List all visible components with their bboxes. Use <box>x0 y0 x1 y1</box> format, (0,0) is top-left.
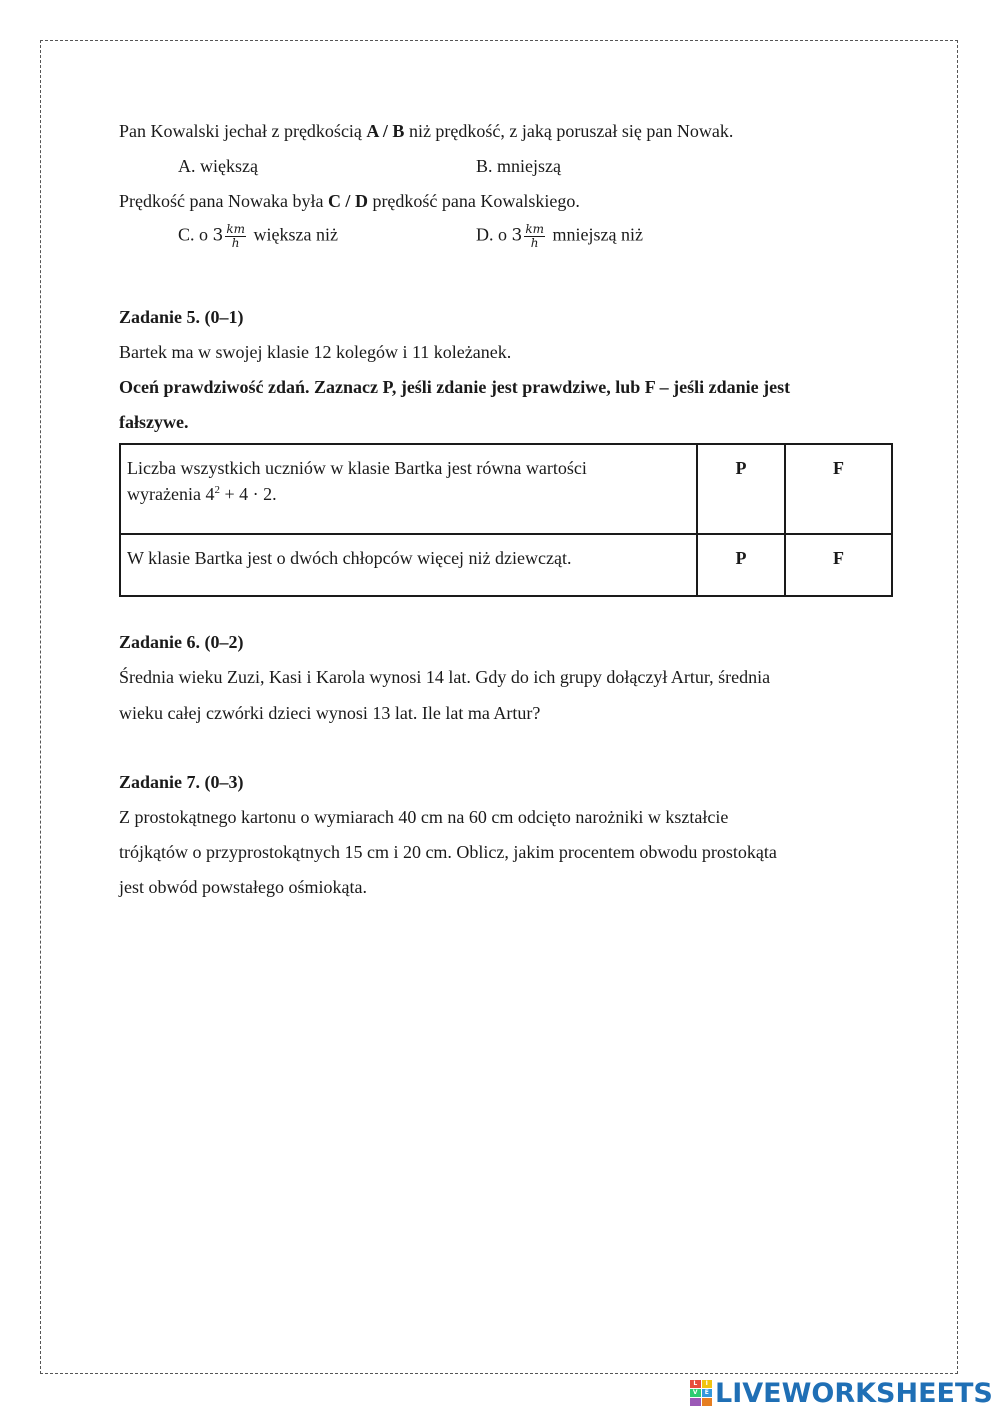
logo-mark-square: E <box>702 1389 713 1397</box>
q4-option-c-suffix: większa niż <box>249 224 338 245</box>
fraction-denominator: h <box>231 236 240 250</box>
answer-p-2[interactable]: P <box>697 534 785 596</box>
statement-1-line2-pre: wyrażenia 4 <box>127 484 215 504</box>
fraction-denominator: h <box>530 236 539 250</box>
q5-instruction-line1: Oceń prawdziwość zdań. Zaznacz P, jeśli zdanie jest prawdziwe, lub F – jeśli zdanie jest <box>119 377 791 397</box>
answer-p-1[interactable]: P <box>697 444 785 534</box>
q4-option-b[interactable]: B. mniejszą <box>476 156 561 176</box>
unit-fraction-km-h <box>524 223 545 250</box>
q6-line1: Średnia wieku Zuzi, Kasi i Karola wynosi 14 lat. Gdy do ich grupy dołączył Artur, średnia <box>119 667 771 687</box>
q4-s2-choice: C / D <box>327 191 368 211</box>
q7-line1: Z prostokątnego kartonu o wymiarach 40 cm na 60 cm odcięto narożniki w kształcie <box>119 807 729 827</box>
q4-s1-pre: Pan Kowalski jechał z prędkością <box>119 121 367 141</box>
q4-s2-pre: Prędkość pana Nowaka była <box>119 191 328 211</box>
q4-option-d[interactable] <box>476 223 643 250</box>
liveworksheets-logo <box>690 1378 993 1408</box>
true-false-table <box>119 443 893 597</box>
q7-line3: jest obwód powstałego ośmiokąta. <box>119 877 367 897</box>
answer-f-2[interactable]: F <box>785 534 892 596</box>
statement-cell <box>120 444 697 534</box>
logo-mark-square: L <box>690 1380 701 1388</box>
statement-cell: W klasie Bartka jest o dwóch chłopców więcej niż dziewcząt. <box>120 534 697 596</box>
table-row <box>120 444 892 534</box>
q4-statement-2 <box>119 190 580 212</box>
q7-line2: trójkątów o przyprostokątnych 15 cm i 20 cm. Oblicz, jakim procentem obwodu prostokąta <box>119 842 777 862</box>
q6-line2: wieku całej czwórki dzieci wynosi 13 lat. Ile lat ma Artur? <box>119 703 541 723</box>
logo-text: LIVEWORKSHEETS <box>715 1377 993 1409</box>
q5-title: Zadanie 5. (0–1) <box>119 307 244 327</box>
q6-title: Zadanie 6. (0–2) <box>119 632 244 652</box>
answer-f-1[interactable]: F <box>785 444 892 534</box>
table-row <box>120 534 892 596</box>
logo-mark-icon <box>690 1380 712 1406</box>
q4-option-c-prefix: C. o <box>178 224 213 245</box>
q4-s1-post: niż prędkość, z jaką poruszał się pan Nowak. <box>404 121 734 141</box>
q5-intro: Bartek ma w swojej klasie 12 kolegów i 11 koleżanek. <box>119 342 512 362</box>
fraction-numerator: km <box>525 222 544 236</box>
q4-option-d-number: 3 <box>511 225 523 246</box>
q5-instruction-line2: fałszywe. <box>119 412 189 432</box>
q4-option-d-prefix: D. o <box>476 224 512 245</box>
unit-fraction-km-h <box>225 223 246 250</box>
logo-mark-square: V <box>690 1389 701 1397</box>
exponent: 2 <box>214 484 220 496</box>
q4-option-a[interactable]: A. większą <box>178 156 258 176</box>
q4-option-d-suffix: mniejszą niż <box>547 224 643 245</box>
q4-option-c-number: 3 <box>212 225 224 246</box>
q4-s1-choice: A / B <box>366 121 405 141</box>
logo-mark-square: I <box>702 1380 713 1388</box>
fraction-numerator: km <box>226 222 245 236</box>
q7-title: Zadanie 7. (0–3) <box>119 772 244 792</box>
logo-mark-square <box>690 1398 701 1406</box>
statement-1-line2-post: + 4 · 2. <box>219 484 277 504</box>
logo-mark-square <box>702 1398 713 1406</box>
q4-s2-post: prędkość pana Kowalskiego. <box>367 191 580 211</box>
q4-option-c[interactable] <box>178 223 338 250</box>
q4-statement-1 <box>119 120 733 142</box>
statement-1-line1: Liczba wszystkich uczniów w klasie Bartka jest równa wartości <box>127 458 587 478</box>
